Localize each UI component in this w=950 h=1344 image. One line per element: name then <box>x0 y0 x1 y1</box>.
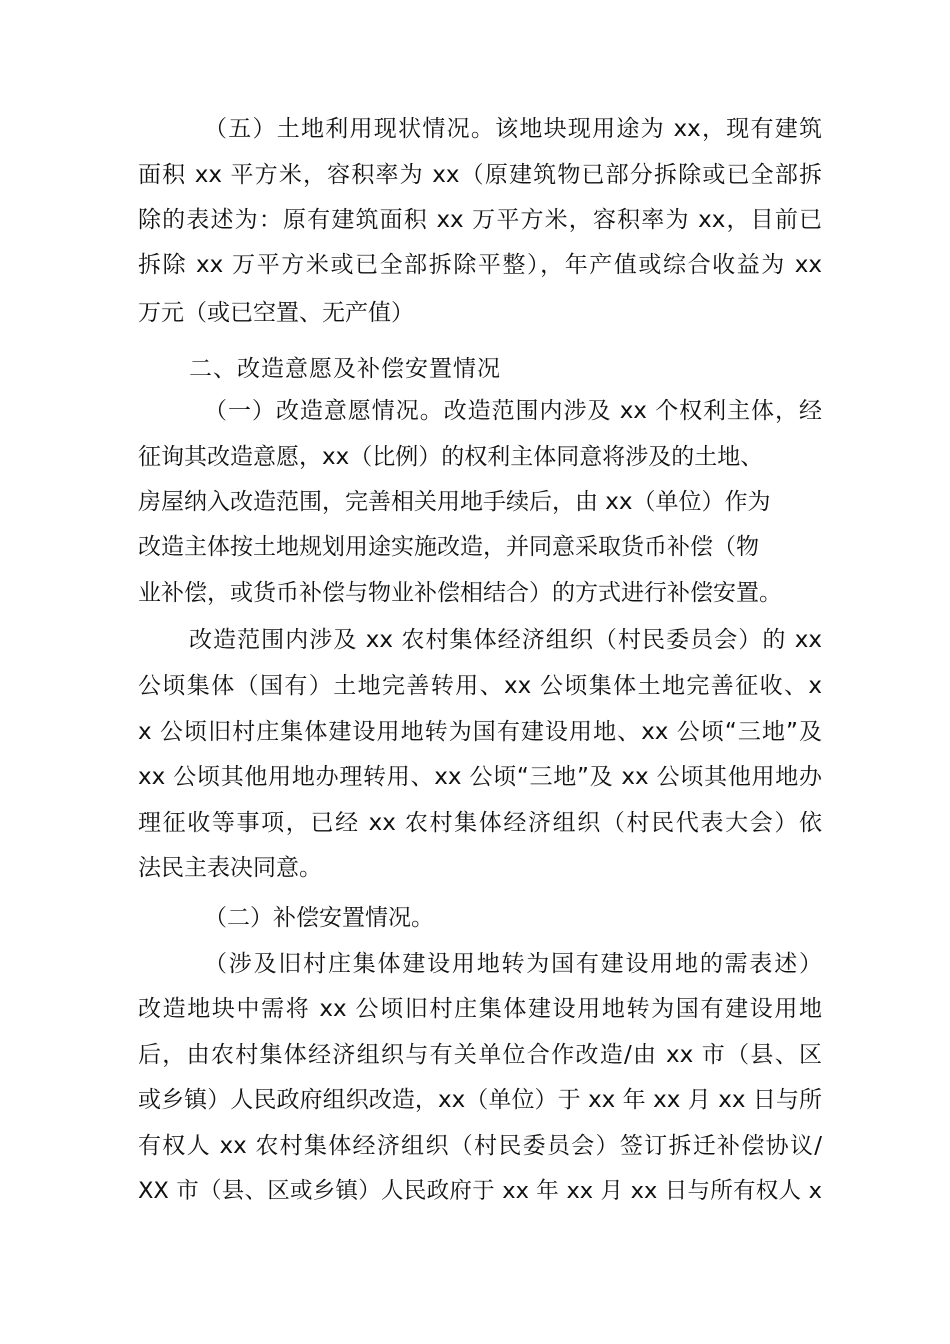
paragraph-line: （五）土地利用现状情况。该地块现用途为 xx，现有建筑 <box>204 116 822 142</box>
paragraph-line: 改造主体按土地规划用途实施改造，并同意采取货币补偿（物 <box>138 534 759 560</box>
paragraph-line: XX 市（县、区或乡镇）人民政府于 xx 年 xx 月 xx 日与所有权人 x <box>138 1178 822 1204</box>
paragraph-line: xx 公顷其他用地办理转用、xx 公顷“三地”及 xx 公顷其他用地办 <box>138 764 822 790</box>
paragraph-line: 拆除 xx 万平方米或已全部拆除平整），年产值或综合收益为 xx <box>138 252 822 278</box>
paragraph-line: x 公顷旧村庄集体建设用地转为国有建设用地、xx 公顷“三地”及 <box>138 719 822 745</box>
paragraph-line: 法民主表决同意。 <box>138 855 322 881</box>
section-heading: 二、改造意愿及补偿安置情况 <box>189 356 501 382</box>
paragraph-line: （涉及旧村庄集体建设用地转为国有建设用地的需表述） <box>204 951 822 977</box>
subsection-heading: （二）补偿安置情况。 <box>204 905 434 931</box>
paragraph-line: 面积 xx 平方米，容积率为 xx（原建筑物已部分拆除或已全部拆 <box>138 162 822 188</box>
paragraph-line: 公顷集体（国有）土地完善转用、xx 公顷集体土地完善征收、x <box>138 673 822 699</box>
paragraph-line: 或乡镇）人民政府组织改造，xx（单位）于 xx 年 xx 月 xx 日与所 <box>138 1087 822 1113</box>
paragraph-line: （一）改造意愿情况。改造范围内涉及 xx 个权利主体，经 <box>204 398 822 424</box>
paragraph-line: 业补偿，或货币补偿与物业补偿相结合）的方式进行补偿安置。 <box>138 580 782 606</box>
paragraph-line: 征询其改造意愿，xx（比例）的权利主体同意将涉及的土地、 <box>138 444 764 470</box>
paragraph-line: 改造地块中需将 xx 公顷旧村庄集体建设用地转为国有建设用地 <box>138 996 822 1022</box>
paragraph-line: 有权人 xx 农村集体经济组织（村民委员会）签订拆迁补偿协议/ <box>138 1133 822 1159</box>
paragraph-line: 改造范围内涉及 xx 农村集体经济组织（村民委员会）的 xx <box>189 627 822 653</box>
paragraph-line: 房屋纳入改造范围，完善相关用地手续后，由 xx（单位）作为 <box>138 489 771 515</box>
paragraph-line: 除的表述为：原有建筑面积 xx 万平方米，容积率为 xx，目前已 <box>138 207 822 233</box>
paragraph-line: 理征收等事项，已经 xx 农村集体经济组织（村民代表大会）依 <box>138 810 822 836</box>
paragraph-line: 万元（或已空置、无产值） <box>138 300 414 326</box>
paragraph-line: 后，由农村集体经济组织与有关单位合作改造/由 xx 市（县、区 <box>138 1042 822 1068</box>
